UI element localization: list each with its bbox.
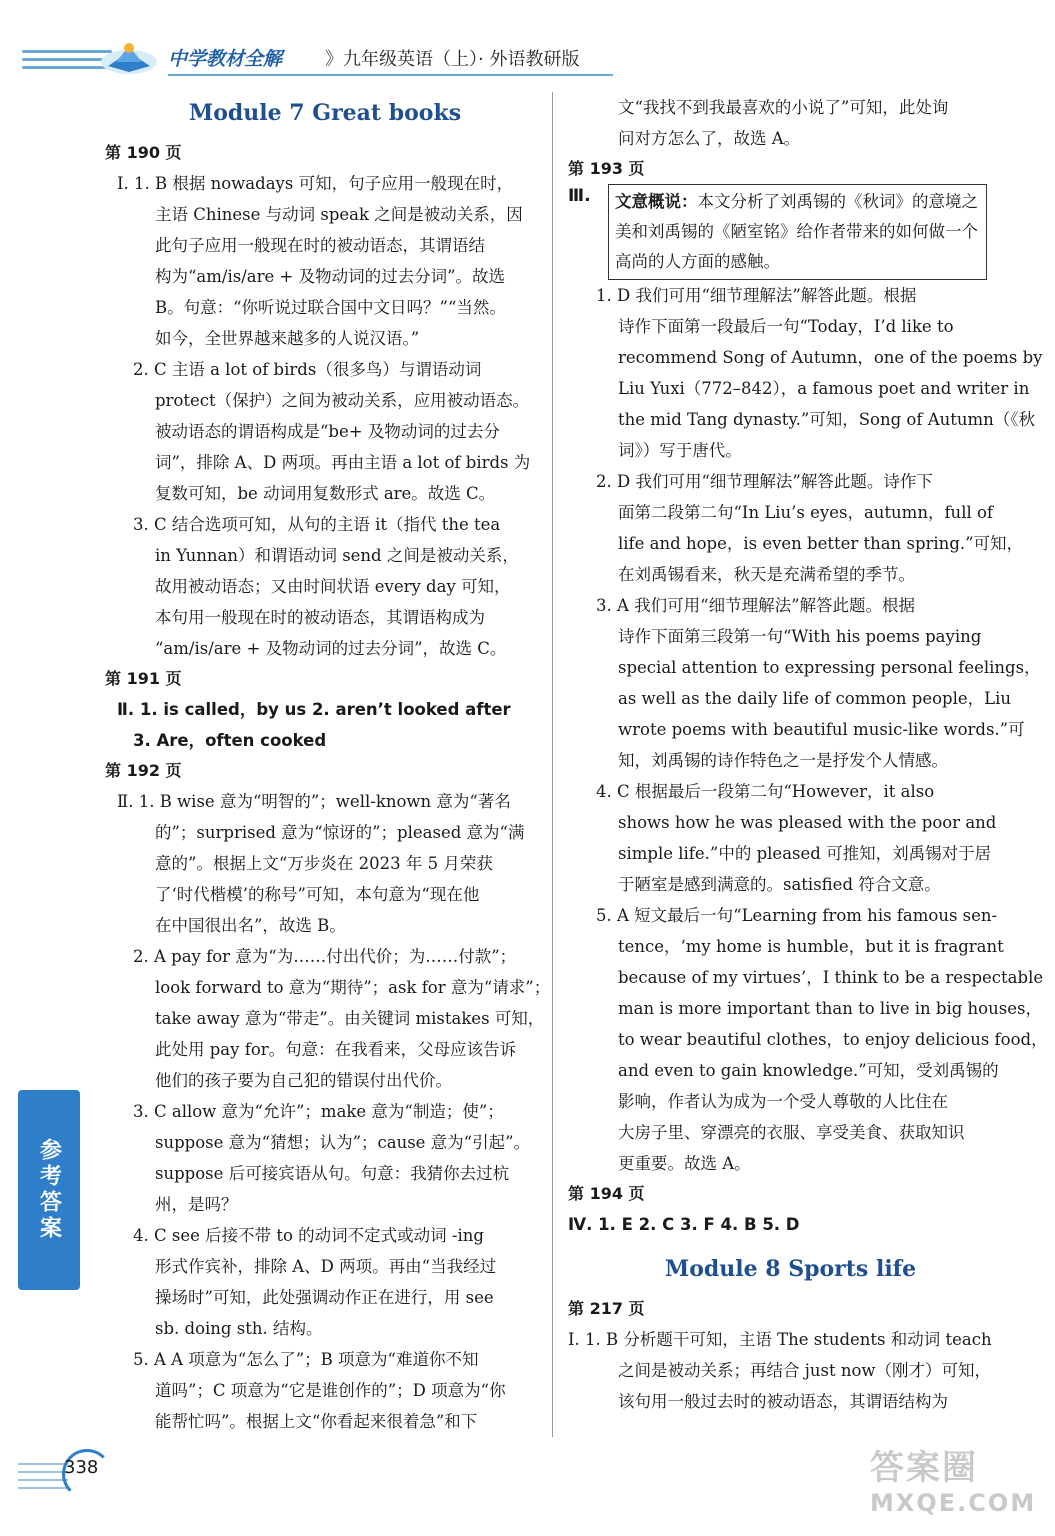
- text-line: 该句用一般过去时的被动语态，其谓语结构为: [618, 1392, 948, 1411]
- text-line: 主语 Chinese 与动词 speak 之间是被动关系，因: [155, 205, 523, 224]
- answer-iii-4: [568, 776, 1013, 900]
- text-line: recommend Song of Autumn，one of the poems by: [618, 348, 1043, 367]
- text-line: wrote poems with beautiful music-like words.”可: [618, 720, 1025, 739]
- text-line: 2. D 我们可用“细节理解法”解答此题。诗作下: [596, 472, 933, 491]
- summary-line: 高尚的人方面的感触。: [615, 252, 780, 271]
- text-line: suppose 后可接宾语从句。句意：我猜你去过杭: [155, 1164, 510, 1183]
- text-line: 词”，排除 A、D 两项。再由主语 a lot of birds 为: [155, 453, 531, 472]
- text-line: special attention to expressing personal feelings，: [618, 658, 1041, 677]
- text-line: 州，是吗？: [155, 1195, 238, 1214]
- text-line: 的”；surprised 意为“惊讶的”；pleased 意为“满: [155, 823, 525, 842]
- text-line: 如今，全世界越来越多的人说汉语。”: [155, 329, 420, 348]
- text-line: 形式作宾补，排除 A、D 两项。再由“当我经过: [155, 1257, 497, 1276]
- answer-iii-1: [568, 280, 1043, 466]
- page-label-194: 第 194 页: [568, 1184, 645, 1203]
- text-line: Ⅰ. 1. B 根据 nowadays 可知，句子应用一般现在时，: [117, 174, 514, 193]
- text-line: look forward to 意为“期待”；ask for 意为“请求”；: [155, 978, 551, 997]
- text-line: man is more important than to live in big houses，: [618, 999, 1042, 1018]
- page-label-190: 第 190 页: [105, 143, 182, 162]
- text-line: 3. C 结合选项可知，从句的主语 it（指代 the tea: [133, 515, 501, 534]
- page-label-193: 第 193 页: [568, 159, 645, 178]
- page-number-decor-lines: [18, 1463, 68, 1495]
- answer-ii-5: [105, 1344, 545, 1437]
- text-line: Ⅰ. 1. B 分析题干可知，主语 The students 和动词 teach: [568, 1330, 992, 1349]
- header-subtitle: 》九年级英语（上）· 外语教研版: [325, 49, 580, 70]
- text-line: sb. doing sth. 结构。: [155, 1319, 323, 1338]
- text-line: B。句意：“你听说过联合国中文日吗？”“当然。: [155, 298, 506, 317]
- answer-ii-1: [105, 786, 545, 941]
- text-line: life and hope，is even better than spring.”可知，: [618, 534, 1024, 553]
- text-line: 大房子里、穿漂亮的衣服、享受美食、获取知识: [618, 1123, 965, 1142]
- text-line: and even to gain knowledge.”可知，受刘禹锡的: [618, 1061, 999, 1080]
- text-line: 之间是被动关系；再结合 just now（刚才）可知，: [618, 1361, 992, 1380]
- answer-iii-5: [568, 900, 1048, 1179]
- answer-ii-4: [105, 1220, 545, 1344]
- module-8-title: Module 8 Sports life: [664, 1256, 917, 1282]
- text-line: Liu Yuxi（772–842），a famous poet and writer in: [618, 379, 1030, 398]
- text-line: 本句用一般现在时的被动语态，其谓语构成为: [155, 608, 485, 627]
- text-line: 操场时”可知，此处强调动作正在进行，用 see: [155, 1288, 494, 1307]
- text-line: 此处用 pay for。句意：在我看来，父母应该告诉: [155, 1040, 517, 1059]
- reference-answer-tab: [18, 1090, 80, 1290]
- watermark-line1: 答案圈: [870, 1448, 978, 1488]
- text-line: 2. A pay for 意为“为……付出代价；为……付款”；: [133, 947, 517, 966]
- text-line: 诗作下面第一段最后一句“Today，I’d like to: [618, 317, 954, 336]
- answer-i-1: [105, 168, 545, 354]
- page-label-191: 第 191 页: [105, 669, 182, 688]
- answer-ii-191-line1: Ⅱ. 1. is called，by us 2. aren’t looked after: [117, 700, 511, 719]
- text-line: 3. A 我们可用“细节理解法”解答此题。根据: [596, 596, 916, 615]
- text-line: 影响，作者认为成为一个受人尊敬的人比住在: [618, 1092, 948, 1111]
- text-line: as well as the daily life of common people，Liu: [618, 689, 1012, 708]
- text-line: 复数可知，be 动词用复数形式 are。故选 C。: [155, 484, 496, 503]
- left-column: [105, 92, 551, 1437]
- text-line: 3. C allow 意为“允许”；make 意为“制造；使”；: [133, 1102, 504, 1121]
- watermark: [870, 1440, 1040, 1530]
- text-line: suppose 意为“猜想；认为”；cause 意为“引起”。: [155, 1133, 531, 1152]
- text-line: 道吗”；C 项意为“它是谁创作的”；D 项意为“你: [155, 1381, 506, 1400]
- header-rule: [168, 74, 613, 76]
- answer-iv: Ⅳ. 1. E 2. C 3. F 4. B 5. D: [568, 1215, 800, 1234]
- right-column: [568, 92, 1048, 1417]
- text-line: 被动语态的谓语构成是“be+ 及物动词的过去分: [155, 422, 500, 441]
- summary-line: 美和刘禹锡的《陋室铭》给作者带来的如何做一个: [615, 222, 978, 241]
- text-line: 面第二段第二句“In Liu’s eyes，autumn，full of: [618, 503, 994, 522]
- summary-box: [608, 184, 987, 280]
- text-line: 文“我找不到我最喜欢的小说了”可知，此处询: [618, 98, 949, 117]
- text-line: 4. C see 后接不带 to 的动词不定式或动词 -ing: [133, 1226, 484, 1245]
- text-line: 在刘禹锡看来，秋天是充满希望的季节。: [618, 565, 915, 584]
- page-number: 338: [64, 1457, 99, 1478]
- book-logo-icon: [98, 38, 160, 76]
- text-line: 于陋室是感到满意的。satisfied 符合文意。: [618, 875, 941, 894]
- page-label-192: 第 192 页: [105, 761, 182, 780]
- page-label-217: 第 217 页: [568, 1299, 645, 1318]
- page-header: [0, 0, 1055, 90]
- side-tab-label: 参考答案: [36, 1138, 62, 1242]
- answer-iii-2: [568, 466, 1024, 590]
- text-line: 他们的孩子要为自己犯的错误付出代价。: [155, 1071, 452, 1090]
- text-line: 知，刘禹锡的诗作特色之一是抒发个人情感。: [618, 751, 948, 770]
- text-line: take away 意为“带走”。由关键词 mistakes 可知，: [155, 1009, 545, 1028]
- answer-ii-2: [105, 941, 551, 1096]
- summary-line: 本文分析了刘禹锡的《秋词》的意境之: [697, 192, 978, 211]
- text-line: in Yunnan）和谓语动词 send 之间是被动关系，: [155, 546, 519, 565]
- text-line: 在中国很出名”，故选 B。: [155, 916, 346, 935]
- text-line: 1. D 我们可用“细节理解法”解答此题。根据: [596, 286, 917, 305]
- text-line: 4. C 根据最后一段第二句“However，it also: [596, 782, 935, 801]
- module-7-title: Module 7 Great books: [188, 100, 462, 126]
- watermark-line2: MXQE.COM: [870, 1489, 1037, 1517]
- answer-i-2: [105, 354, 545, 509]
- text-line: 意的”。根据上文“万步炎在 2023 年 5 月荣获: [155, 854, 493, 873]
- text-line: the mid Tang dynasty.”可知，Song of Autumn（《秋: [618, 410, 1036, 429]
- text-line: 能帮忙吗”。根据上文“你看起来很着急”和下: [155, 1412, 478, 1431]
- text-line: 诗作下面第三段第一句“With his poems paying: [618, 627, 982, 646]
- answer-ii-191-line2: 3. Are，often cooked: [133, 731, 327, 750]
- header-title: 中学教材全解: [168, 48, 283, 70]
- section-iii-label: Ⅲ.: [568, 186, 591, 206]
- text-line: 5. A A 项意为“怎么了”；B 项意为“难道你不知: [133, 1350, 479, 1369]
- answer-i-3: [105, 509, 545, 664]
- text-line: 5. A 短文最后一句“Learning from his famous sen-: [596, 906, 998, 925]
- text-line: 2. C 主语 a lot of birds（很多鸟）与谓语动词: [133, 360, 482, 379]
- answer-ii-3: [105, 1096, 545, 1220]
- text-line: 问对方怎么了，故选 A。: [618, 129, 801, 148]
- text-line: tence，‘my home is humble，but it is fragrant: [618, 937, 1004, 956]
- text-line: 更重要。故选 A。: [618, 1154, 751, 1173]
- text-line: shows how he was pleased with the poor and: [618, 813, 997, 832]
- text-line: because of my virtues’，I think to be a respectable: [618, 968, 1044, 987]
- page-number-area: [18, 1445, 128, 1525]
- text-line: “am/is/are + 及物动词的过去分词”，故选 C。: [155, 639, 507, 658]
- text-line: protect（保护）之间为被动关系，应用被动语态。: [155, 391, 530, 410]
- text-line: 构为“am/is/are + 及物动词的过去分词”。故选: [155, 267, 506, 286]
- text-line: 此句子应用一般现在时的被动语态，其谓语结: [155, 236, 485, 255]
- text-line: 了‘时代楷模’的称号”可知，本句意为“现在他: [155, 885, 480, 904]
- summary-block: [568, 184, 1013, 280]
- answer-m8-i-1: [568, 1324, 1013, 1417]
- text-line: simple life.”中的 pleased 可推知，刘禹锡对于居: [618, 844, 992, 863]
- answer-iii-3: [568, 590, 1041, 776]
- text-line: 词》）写于唐代。: [618, 441, 742, 460]
- text-line: to wear beautiful clothes，to enjoy delicious food，: [618, 1030, 1048, 1049]
- text-line: 故用被动语态；又由时间状语 every day 可知，: [155, 577, 511, 596]
- column-divider: [552, 92, 553, 1437]
- text-line: Ⅱ. 1. B wise 意为“明智的”；well-known 意为“著名: [117, 792, 511, 811]
- summary-label: 文意概说：: [615, 192, 698, 211]
